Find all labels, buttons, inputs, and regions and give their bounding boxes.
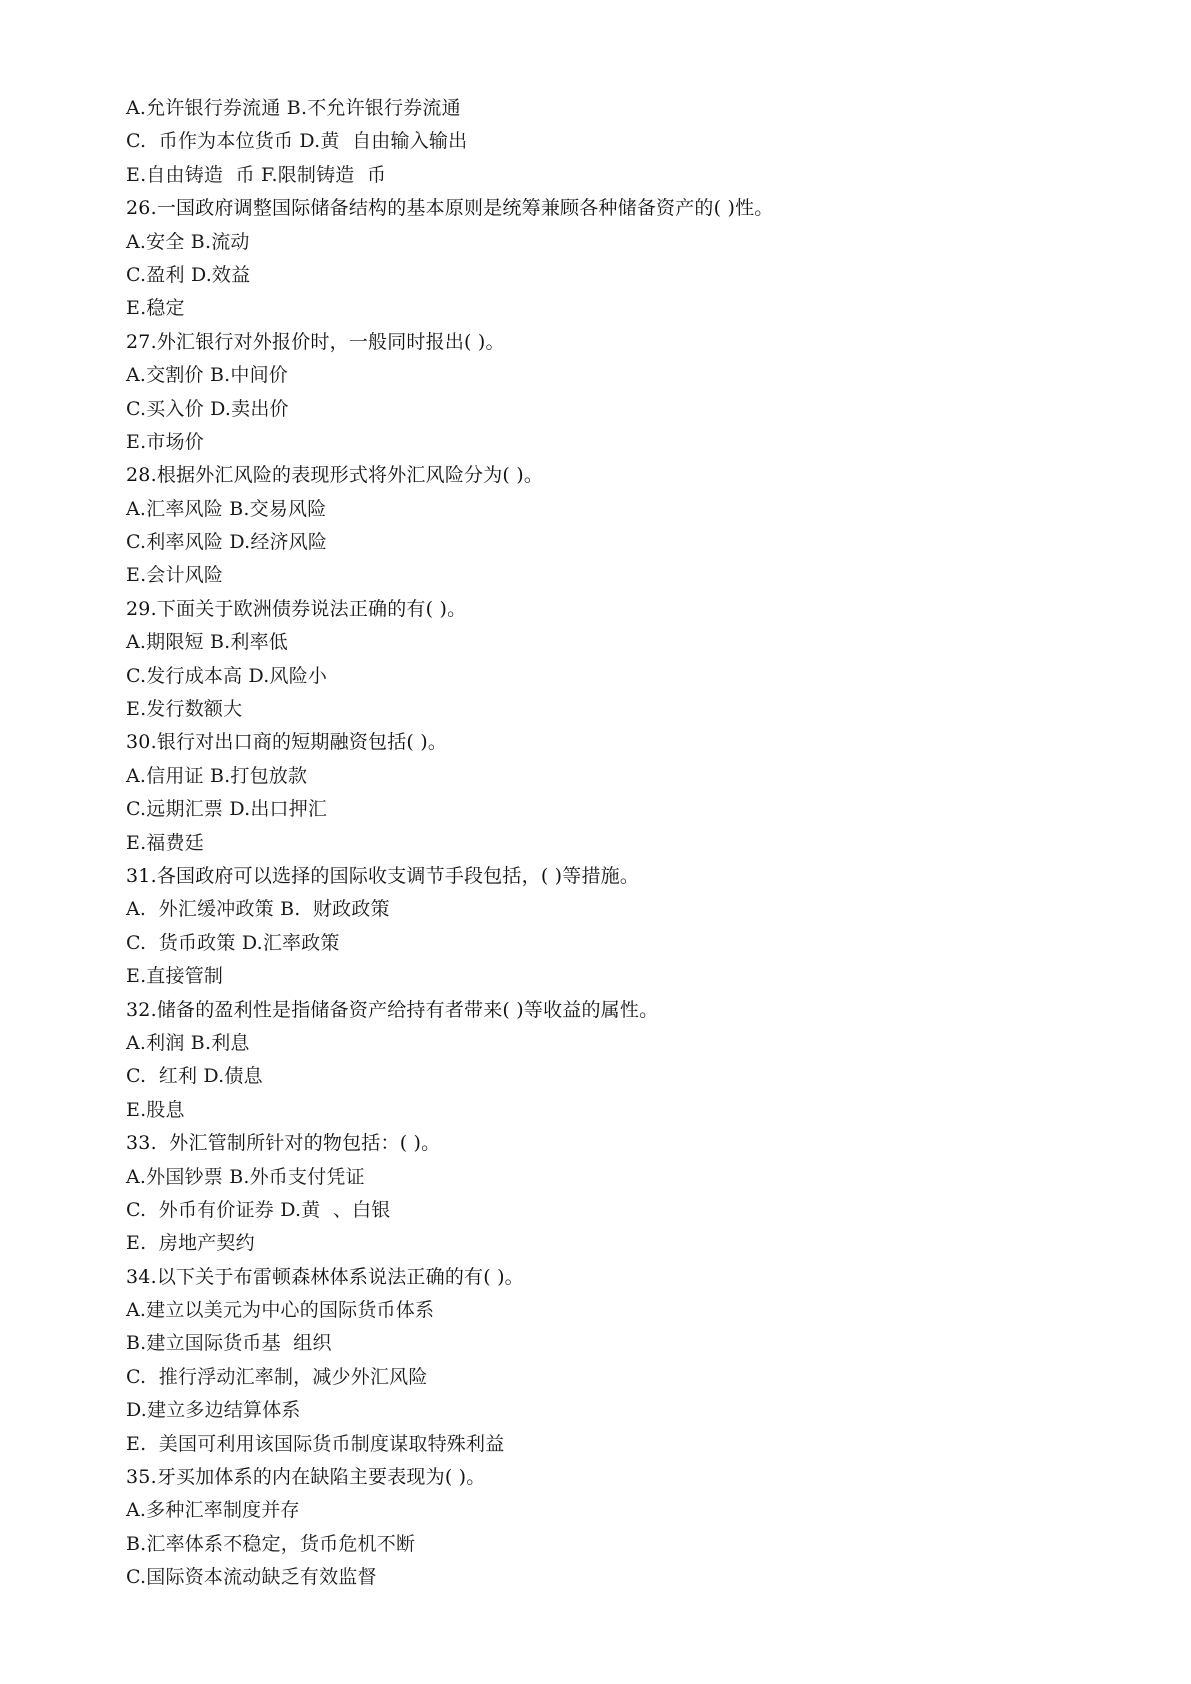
answer-options-line: A.多种汇率制度并存 — [126, 1499, 300, 1522]
answer-options-line: E.稳定 — [126, 297, 185, 320]
question-stem: 26.一国政府调整国际储备结构的基本原则是统筹兼顾各种储备资产的( )性。 — [126, 197, 774, 220]
answer-options-line: C.远期汇票 D.出口押汇 — [126, 798, 328, 821]
question-stem: 33. 外汇管制所针对的物包括：( )。 — [126, 1132, 441, 1155]
question-stem: 32.储备的盈利性是指储备资产给持有者带来( )等收益的属性。 — [126, 998, 659, 1021]
answer-options-line: A.汇率风险 B.交易风险 — [126, 497, 327, 520]
answer-options-line: E.福费廷 — [126, 831, 204, 854]
answer-options-line: E.市场价 — [126, 430, 204, 453]
answer-options-line: E.股息 — [126, 1098, 185, 1121]
answer-options-line: A.交割价 B.中间价 — [126, 364, 289, 387]
answer-options-line: B.汇率体系不稳定，货币危机不断 — [126, 1532, 416, 1555]
answer-options-line: A. 外汇缓冲政策 B. 财政政策 — [126, 898, 390, 921]
question-stem: 31.各国政府可以选择的国际收支调节手段包括，( )等措施。 — [126, 864, 640, 887]
answer-options-line: A.安全 B.流动 — [126, 230, 250, 253]
question-stem: 34.以下关于布雷顿森林体系说法正确的有( )。 — [126, 1265, 524, 1288]
answer-options-line: E.会计风险 — [126, 564, 224, 587]
question-stem: 29.下面关于欧洲债券说法正确的有( )。 — [126, 597, 467, 620]
answer-options-line: B.建立国际货币基 组织 — [126, 1332, 332, 1355]
answer-options-line: A.外国钞票 B.外币支付凭证 — [126, 1165, 365, 1188]
answer-options-line: C.利率风险 D.经济风险 — [126, 531, 328, 554]
question-stem: 35.牙买加体系的内在缺陷主要表现为( )。 — [126, 1466, 486, 1489]
answer-options-line: E. 房地产契约 — [126, 1232, 255, 1255]
answer-options-line: C. 币作为本位货币 D.黄 自由输入输出 — [126, 130, 468, 153]
answer-options-line: C. 推行浮动汇率制，减少外汇风险 — [126, 1365, 428, 1388]
answer-options-line: A.信用证 B.打包放款 — [126, 764, 308, 787]
answer-options-line: A.允许银行券流通 B.不允许银行券流通 — [126, 97, 461, 119]
answer-options-line: C.国际资本流动缺乏有效监督 — [126, 1566, 377, 1589]
question-stem: 27.外汇银行对外报价时，一般同时报出( )。 — [126, 330, 505, 353]
answer-options-line: A.建立以美元为中心的国际货币体系 — [126, 1299, 435, 1322]
answer-options-line: A.利润 B.利息 — [126, 1031, 250, 1054]
answer-options-line: D.建立多边结算体系 — [126, 1399, 301, 1422]
answer-options-line: C. 外币有价证券 D.黄 、白银 — [126, 1198, 391, 1221]
answer-options-line: E.自由铸造 币 F.限制铸造 币 — [126, 163, 387, 186]
answer-options-line: E.发行数额大 — [126, 698, 243, 721]
answer-options-line: A.期限短 B.利率低 — [126, 631, 289, 654]
answer-options-line: C. 货币政策 D.汇率政策 — [126, 931, 340, 954]
question-stem: 30.银行对出口商的短期融资包括( )。 — [126, 731, 448, 754]
answer-options-line: C.盈利 D.效益 — [126, 263, 251, 286]
answer-options-line: C.发行成本高 D.风险小 — [126, 664, 328, 687]
answer-options-line: C. 红利 D.债息 — [126, 1065, 263, 1088]
answer-options-line: E. 美国可利用该国际货币制度谋取特殊利益 — [126, 1432, 505, 1455]
answer-options-line: C.买入价 D.卖出价 — [126, 397, 289, 420]
question-stem: 28.根据外汇风险的表现形式将外汇风险分为( )。 — [126, 464, 544, 487]
answer-options-line: E.直接管制 — [126, 965, 224, 988]
question-text-body — [126, 92, 1106, 1595]
